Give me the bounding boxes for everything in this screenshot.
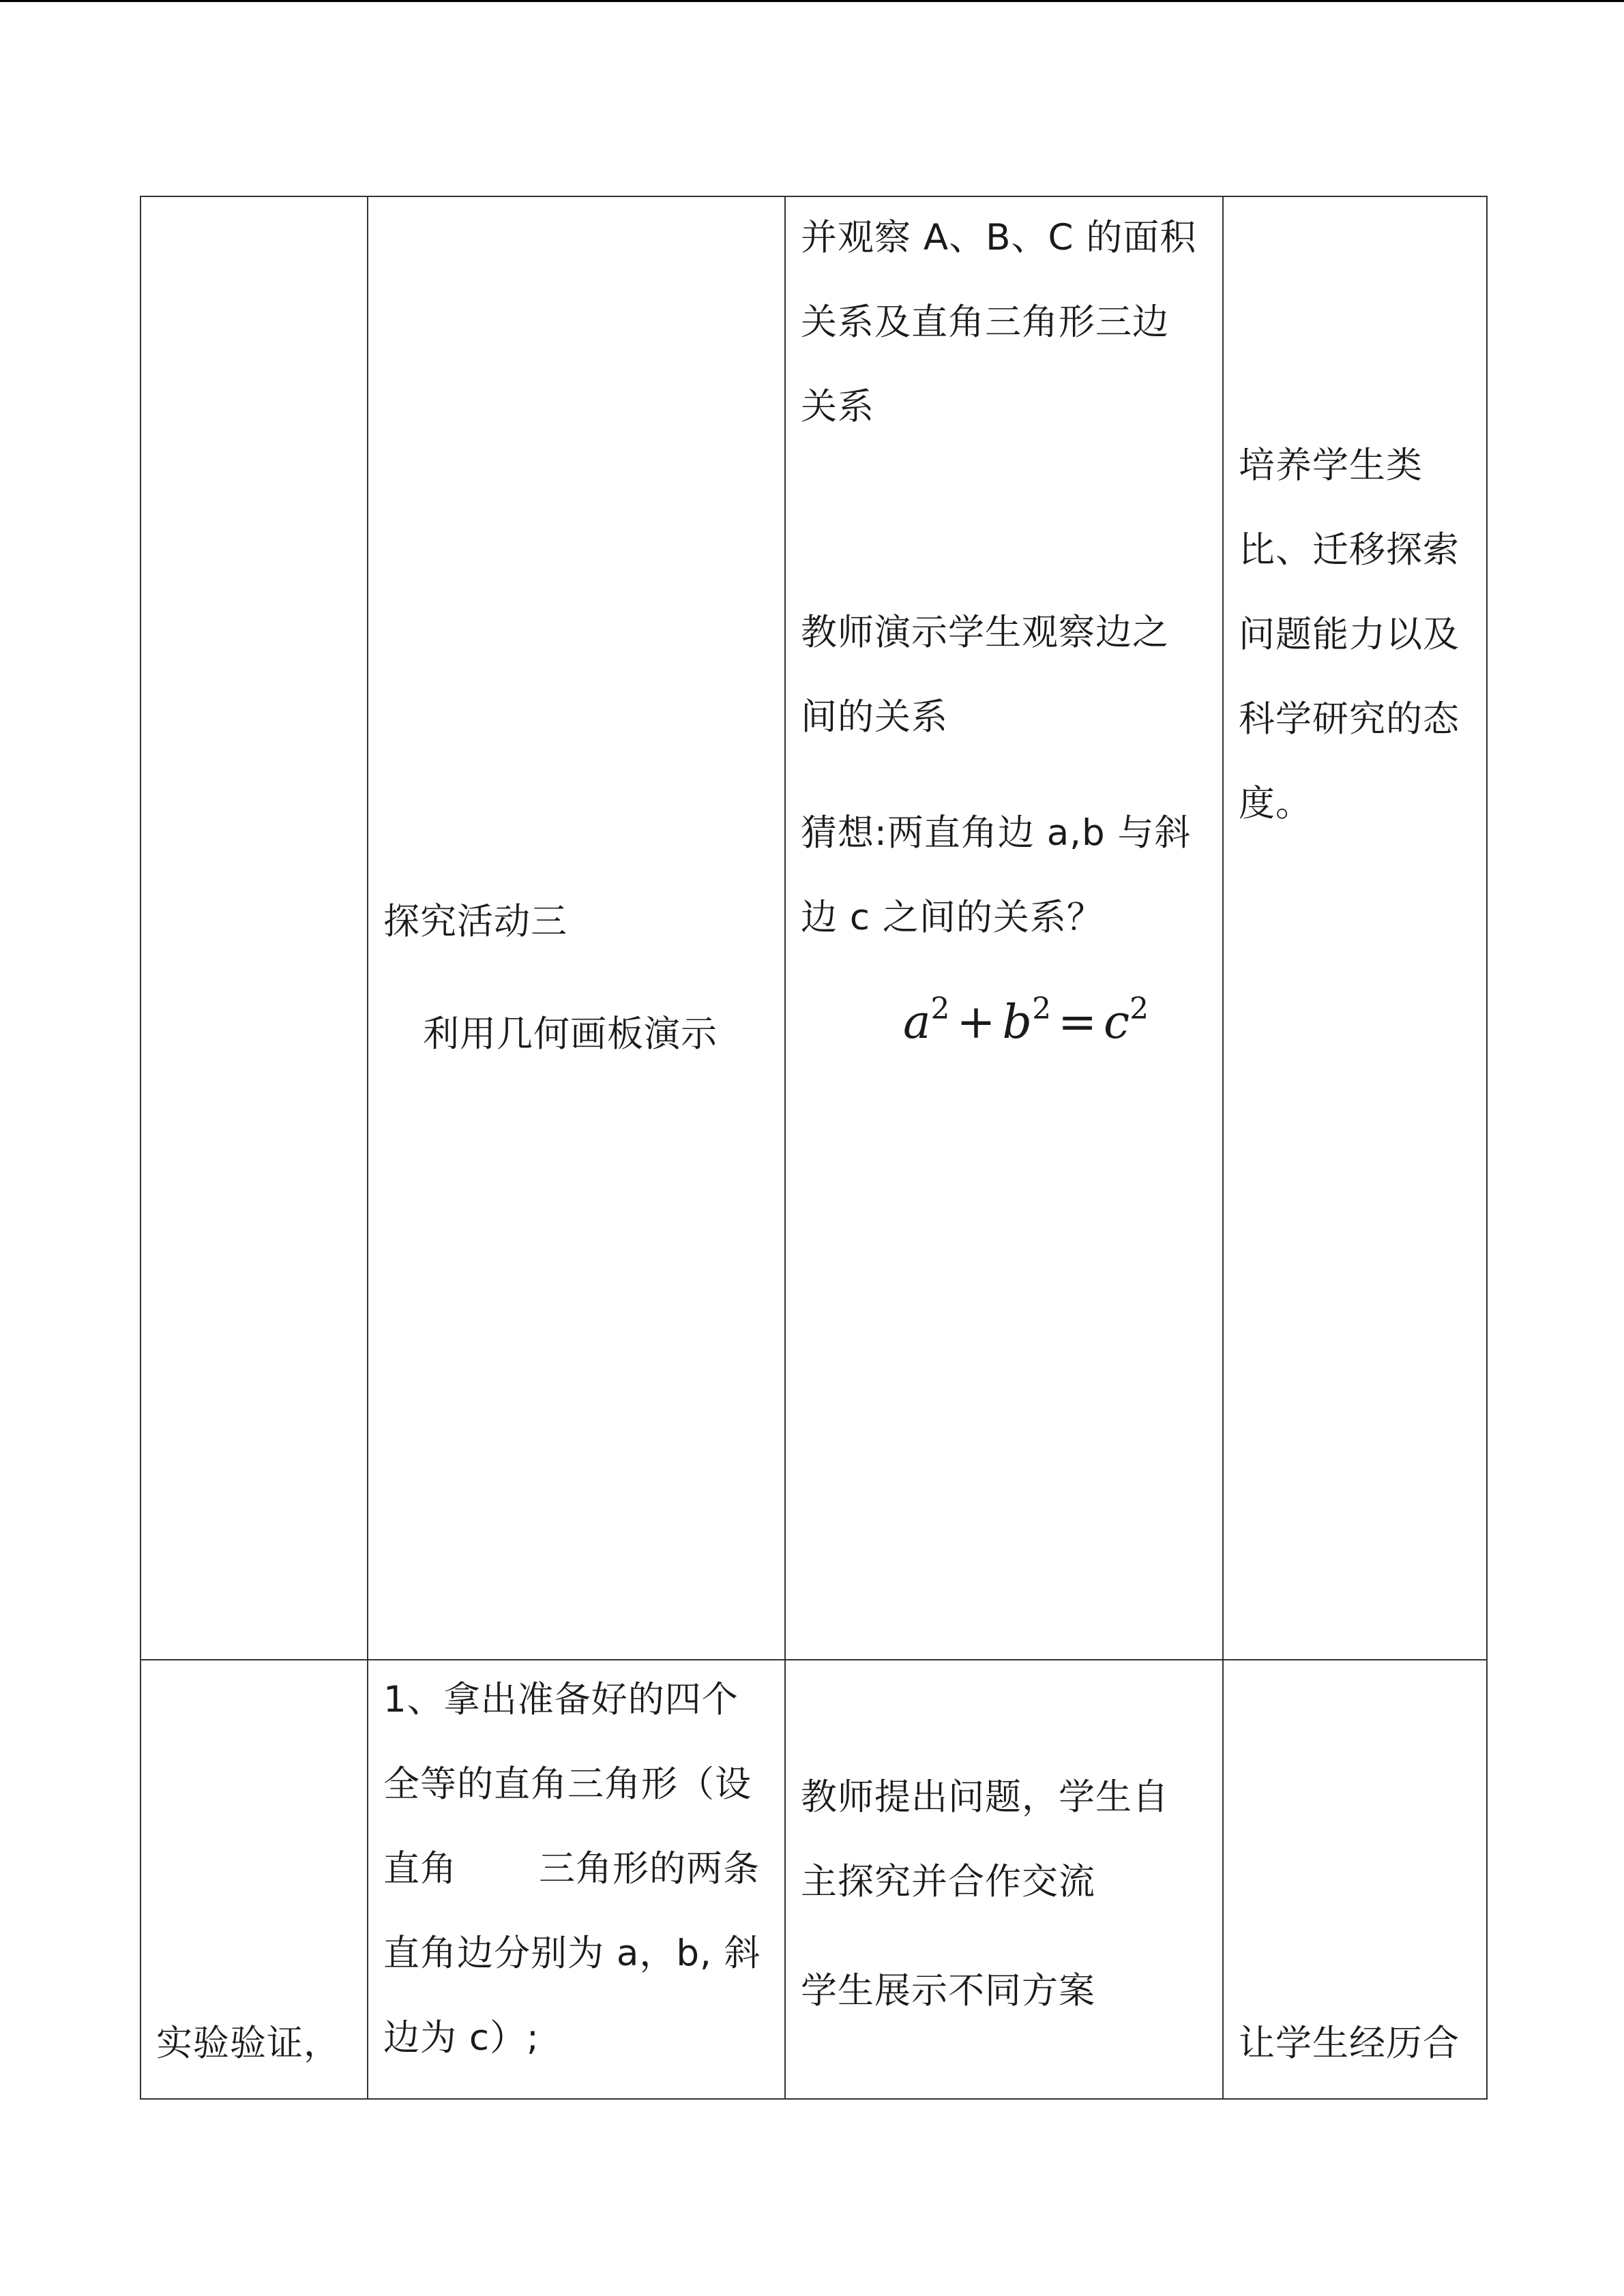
step-text-line4: 直角边分别为 a，b, 斜 bbox=[383, 1933, 761, 1974]
stage-label: 实验验证， bbox=[156, 2023, 340, 2064]
observe-text-line1: 并观察 A、B、C 的面积 bbox=[801, 217, 1197, 258]
formula-plus: + bbox=[956, 996, 996, 1049]
page-top-border bbox=[0, 0, 1624, 2]
guess-text-line1: 猜想:两直角边 a,b 与斜 bbox=[801, 812, 1192, 854]
purpose-text-line5: 度。 bbox=[1239, 783, 1312, 824]
row1-purpose-cell bbox=[1223, 196, 1487, 1660]
row2-purpose-cell bbox=[1223, 1660, 1487, 2099]
purpose-text-line2: 比、迁移探索 bbox=[1239, 529, 1460, 571]
teacher-text-line2: 主探究并合作交流 bbox=[801, 1861, 1095, 1903]
table-row bbox=[141, 196, 1487, 1660]
step-text-line2: 全等的直角三角形（设 bbox=[383, 1763, 752, 1805]
student-text-line: 学生展示不同方案 bbox=[801, 1970, 1095, 2012]
row2-activity-cell bbox=[368, 1660, 785, 2099]
formula-equals: = bbox=[1058, 996, 1097, 1049]
demo-text-line2: 间的关系 bbox=[801, 696, 948, 738]
demo-text-line1: 教师演示学生观察边之 bbox=[801, 612, 1169, 653]
guess-text-line2: 边 c 之间的关系？ bbox=[801, 897, 1104, 938]
observe-text-line3: 关系 bbox=[801, 386, 874, 428]
step-text-line3a: 直角 bbox=[383, 1848, 457, 1890]
formula-a-exponent: 2 bbox=[930, 992, 950, 1026]
formula-a: a bbox=[903, 996, 931, 1049]
row1-process-cell bbox=[785, 196, 1223, 1660]
activity-title: 探究活动三 bbox=[383, 901, 567, 942]
step-text-line1: 1、拿出准备好的四个 bbox=[383, 1679, 739, 1720]
purpose-text: 让学生经历合 bbox=[1239, 2023, 1460, 2064]
step-text-line5: 边为 c）; bbox=[383, 2017, 540, 2059]
purpose-text-line1: 培养学生类 bbox=[1239, 445, 1423, 486]
activity-subtitle: 利用几何画板演示 bbox=[423, 1013, 718, 1055]
table-row bbox=[141, 1660, 1487, 2099]
row1-activity-cell bbox=[368, 196, 785, 1660]
purpose-text-line3: 问题能力以及 bbox=[1239, 614, 1460, 655]
purpose-text-line4: 科学研究的态 bbox=[1239, 698, 1460, 740]
row1-stage-cell bbox=[141, 196, 368, 1660]
formula-c-exponent: 2 bbox=[1130, 992, 1149, 1026]
step-text-line3b: 三角形的两条 bbox=[539, 1848, 760, 1890]
row2-stage-cell bbox=[141, 1660, 368, 2099]
teacher-text-line1: 教师提出问题，学生自 bbox=[801, 1776, 1169, 1818]
lesson-plan-table bbox=[140, 196, 1488, 2100]
formula-b: b bbox=[1002, 996, 1033, 1049]
formula-c: c bbox=[1104, 996, 1130, 1049]
pythagorean-formula bbox=[903, 992, 1149, 1049]
observe-text-line2: 关系及直角三角形三边 bbox=[801, 301, 1169, 343]
formula-b-exponent: 2 bbox=[1032, 992, 1052, 1026]
row2-process-cell bbox=[785, 1660, 1223, 2099]
